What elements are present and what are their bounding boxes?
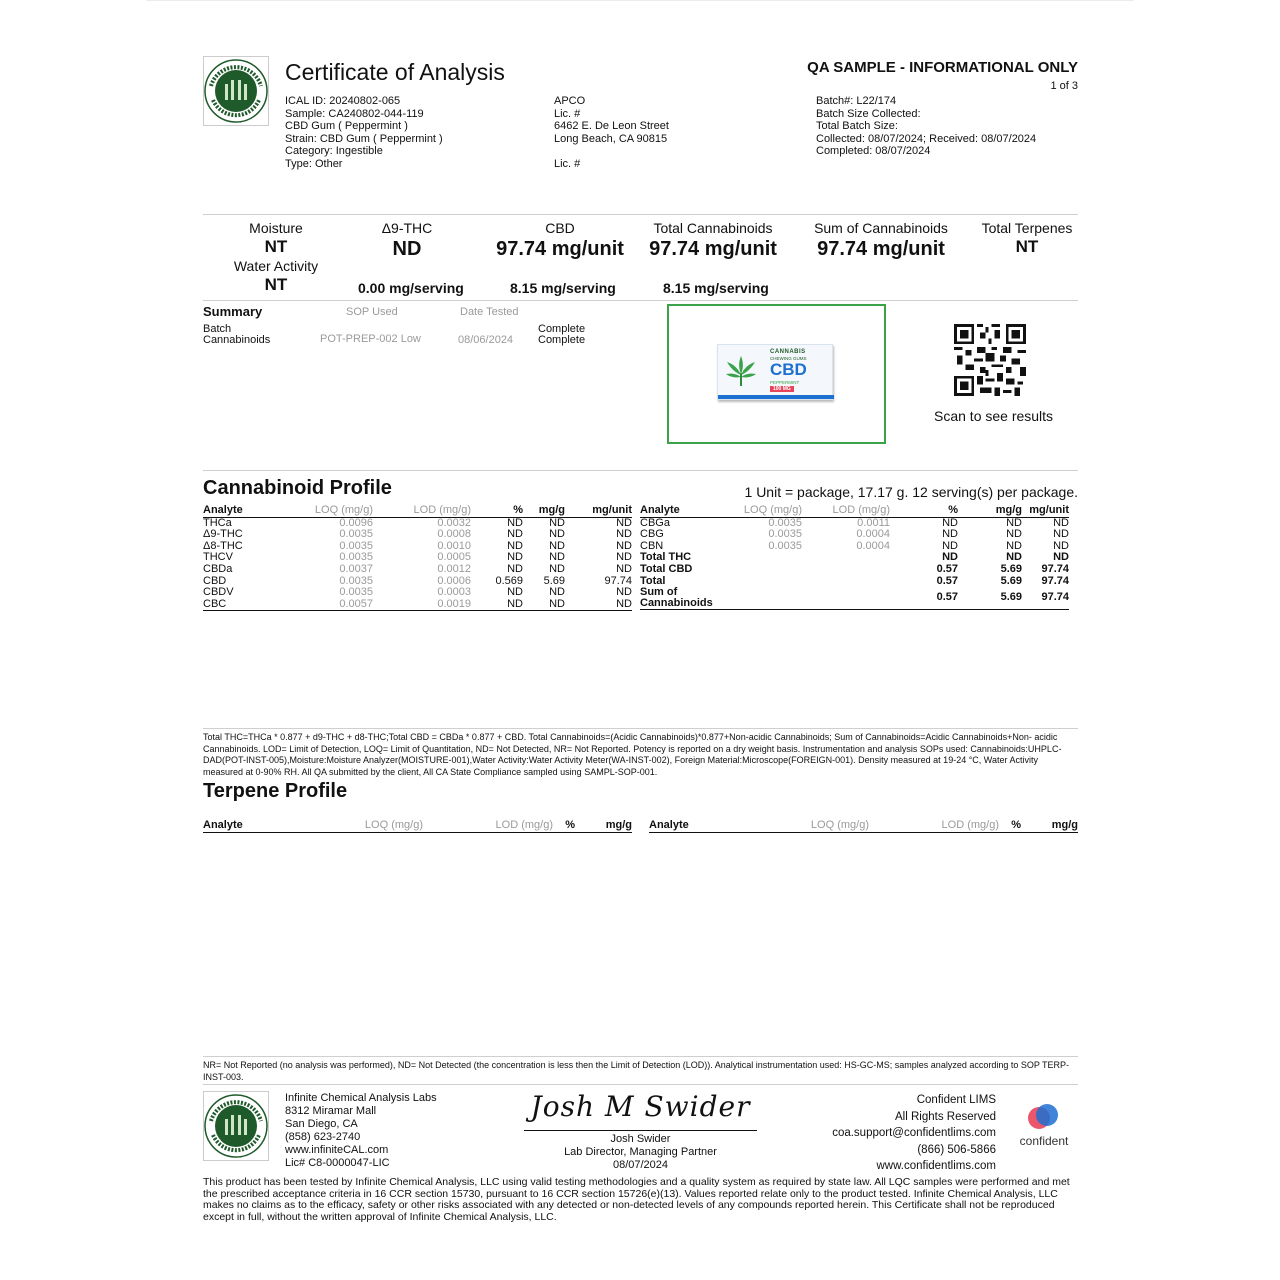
table-header-row bbox=[649, 820, 1078, 832]
cell-lod bbox=[802, 576, 890, 588]
cell-mgunit: 97.74 bbox=[604, 574, 632, 587]
cannabinoid-profile-title: Cannabinoid Profile bbox=[203, 477, 392, 499]
table-row bbox=[203, 576, 632, 588]
cell-mgg: 5.69 bbox=[543, 574, 565, 587]
cell-mgg: ND bbox=[523, 599, 565, 611]
cell-loq: 0.0035 bbox=[339, 551, 373, 564]
ical-footer-logo-icon bbox=[203, 1091, 269, 1161]
product-image-frame bbox=[667, 304, 886, 444]
metric-label: Total Terpenes bbox=[981, 220, 1073, 236]
cannabinoid-table-left bbox=[203, 505, 632, 611]
table-header-row bbox=[640, 505, 1069, 517]
col-analyte: Analyte bbox=[640, 505, 724, 517]
metric-value: ND bbox=[392, 238, 422, 260]
batch-line: Batch Size Collected: bbox=[816, 107, 921, 120]
lab-line: 8312 Miramar Mall bbox=[285, 1105, 377, 1117]
cell-pct: ND bbox=[942, 528, 958, 541]
lims-line: All Rights Reserved bbox=[895, 1110, 996, 1123]
lab-line: www.infiniteCAL.com bbox=[285, 1144, 389, 1156]
cell-lod: 0.0005 bbox=[437, 551, 471, 564]
col-mgg: mg/g bbox=[575, 820, 632, 832]
col-mgg: mg/g bbox=[1021, 820, 1078, 832]
sum-pct: 0.57 bbox=[890, 587, 958, 610]
cell-mgg: ND bbox=[549, 516, 565, 529]
cell-mgunit: ND bbox=[616, 516, 632, 529]
sample-line: Sample: CA240802-044-119 bbox=[285, 107, 424, 120]
product-package bbox=[717, 344, 833, 400]
product-flavor: PEPPERMINT bbox=[770, 380, 800, 385]
summary-sop-header: SOP Used bbox=[346, 306, 398, 318]
cell-lod: 0.0011 bbox=[857, 516, 890, 529]
metric-label: Total Cannabinoids bbox=[653, 220, 773, 236]
cell-mgunit: ND bbox=[616, 562, 632, 575]
cell-mgunit: ND bbox=[616, 528, 632, 541]
cell-lod bbox=[802, 564, 890, 576]
table-header-row bbox=[203, 820, 632, 832]
summary-date: 08/06/2024 bbox=[458, 334, 514, 346]
client-line: APCO bbox=[554, 95, 586, 107]
cell-mgunit: ND bbox=[616, 539, 632, 552]
lims-line: (866) 506-5866 bbox=[917, 1143, 996, 1156]
metric-label: Δ9-THC bbox=[381, 220, 433, 236]
col-loq: LOQ (mg/g) bbox=[724, 505, 802, 517]
cell-mgunit: ND bbox=[616, 551, 632, 564]
cell-analyte: Total CBD bbox=[640, 562, 693, 575]
signer-line: Josh Swider bbox=[610, 1133, 671, 1145]
sum-mgg: 5.69 bbox=[958, 587, 1022, 610]
table-row bbox=[203, 564, 632, 576]
sample-info bbox=[285, 95, 443, 171]
sum-row bbox=[640, 587, 1069, 610]
summary-title: Summary bbox=[203, 304, 263, 319]
qa-notice: QA SAMPLE - INFORMATIONAL ONLY bbox=[807, 59, 1078, 76]
metric-total-cannabinoids-serving: 8.15 mg/serving bbox=[663, 280, 769, 296]
disclaimer: This product has been tested by Infinite Chemical Analysis, LLC using valid testing methodologies and a quality system as required by state law. All LQC samples were performed and met the prescribed acceptance criteria in 16 CCR section 15730, pursuant to 16 CCR section 15726(e)(13). Values reported relate only to the product tested. Infinite Chemical Analysis, LLC makes no claims as to the efficacy, safety or other risks associated with any detected or non-detected levels of any compounds reported herein. This Certificate shall not be reproduced except in full, without the written approval of Infinite Chemical Analysis, LLC. bbox=[203, 1176, 1070, 1223]
col-lod: LOD (mg/g) bbox=[373, 505, 471, 517]
cell-mgunit: 97.74 bbox=[1041, 562, 1069, 575]
client-info bbox=[554, 95, 669, 171]
unit-note: 1 Unit = package, 17.17 g. 12 serving(s) per package. bbox=[744, 484, 1078, 500]
cell-lod: 0.0012 bbox=[437, 562, 471, 575]
confident-logo-text: confident bbox=[1019, 1134, 1069, 1148]
cell-mgunit: ND bbox=[1053, 551, 1069, 564]
cell-pct: ND bbox=[471, 599, 523, 611]
client-line: Long Beach, CA 90815 bbox=[554, 132, 668, 145]
batch-line: Batch#: L22/174 bbox=[816, 95, 897, 107]
col-pct: % bbox=[999, 820, 1021, 832]
sample-line: CBD Gum ( Peppermint ) bbox=[285, 120, 408, 133]
cell-mgunit: ND bbox=[1053, 539, 1069, 552]
cell-mgg: ND bbox=[1006, 528, 1022, 541]
cell-loq: 0.0035 bbox=[768, 516, 802, 529]
cell-loq bbox=[724, 576, 802, 588]
cell-analyte: Total THC bbox=[640, 551, 692, 564]
confident-logo-icon bbox=[1026, 1102, 1062, 1132]
signer-line: 08/07/2024 bbox=[612, 1159, 669, 1171]
table-row bbox=[640, 541, 1069, 553]
cell-mgunit: ND bbox=[1053, 516, 1069, 529]
divider bbox=[203, 470, 1078, 471]
col-pct: % bbox=[890, 505, 958, 517]
sum-mgunit: 97.74 bbox=[1022, 587, 1069, 610]
metric-label: Sum of Cannabinoids bbox=[814, 220, 948, 236]
summary-status: Complete bbox=[538, 334, 586, 346]
cell-analyte: CBDV bbox=[203, 586, 234, 599]
signer-info bbox=[524, 1133, 757, 1172]
product-brand-sub: CHEWING GUMS bbox=[770, 356, 807, 361]
metric-d9thc bbox=[347, 219, 467, 261]
metric-cbd-serving: 8.15 mg/serving bbox=[510, 280, 616, 296]
cell-pct: ND bbox=[942, 516, 958, 529]
lab-address bbox=[285, 1092, 437, 1170]
cell-mgg: ND bbox=[1006, 539, 1022, 552]
cell-lod: 0.0004 bbox=[856, 539, 890, 552]
metric-moisture bbox=[216, 219, 336, 295]
col-mgunit: mg/unit bbox=[565, 505, 632, 517]
lab-line: (858) 623-2740 bbox=[285, 1131, 361, 1143]
cell-pct: ND bbox=[942, 551, 958, 564]
summary-row: Cannabinoids bbox=[203, 334, 271, 346]
client-line bbox=[554, 145, 669, 158]
lab-line: Lic# C8-0000047-LIC bbox=[285, 1157, 390, 1169]
cell-mgg: 5.69 bbox=[1000, 574, 1022, 587]
divider bbox=[203, 1056, 1078, 1057]
cell-mgg: 5.69 bbox=[1000, 562, 1022, 575]
table-header-row bbox=[203, 505, 632, 517]
cell-pct: ND bbox=[507, 586, 523, 599]
cell-loq: 0.0096 bbox=[339, 516, 373, 529]
table-row bbox=[640, 564, 1069, 576]
cell-lod: 0.0019 bbox=[373, 599, 471, 611]
lab-line: San Diego, CA bbox=[285, 1118, 358, 1130]
summary-sop: POT-PREP-002 Low bbox=[320, 333, 421, 345]
client-line: Lic. # bbox=[554, 157, 581, 170]
sum-label-line: Cannabinoids bbox=[640, 597, 713, 610]
cell-mgg: ND bbox=[549, 551, 565, 564]
col-analyte: Analyte bbox=[203, 505, 293, 517]
batch-line: Completed: 08/07/2024 bbox=[816, 145, 931, 158]
sample-line: Type: Other bbox=[285, 157, 343, 170]
metric-label: Water Activity bbox=[233, 258, 319, 274]
sample-line: ICAL ID: 20240802-065 bbox=[285, 95, 401, 107]
col-mgg: mg/g bbox=[523, 505, 565, 517]
cell-loq: 0.0035 bbox=[339, 586, 373, 599]
cell-lod: 0.0006 bbox=[437, 574, 471, 587]
cell-loq: 0.0035 bbox=[339, 574, 373, 587]
qr-caption: Scan to see results bbox=[934, 408, 1054, 424]
cell-analyte: CBC bbox=[203, 599, 293, 611]
batch-line: Collected: 08/07/2024; Received: 08/07/2024 bbox=[816, 132, 1037, 145]
sample-line: Category: Ingestible bbox=[285, 145, 383, 158]
cell-analyte: Δ8-THC bbox=[203, 539, 243, 552]
cell-pct: ND bbox=[507, 539, 523, 552]
terpene-profile-title: Terpene Profile bbox=[203, 780, 348, 802]
col-analyte: Analyte bbox=[649, 820, 799, 832]
cell-mgg: ND bbox=[1006, 551, 1022, 564]
client-line: Lic. # bbox=[554, 107, 581, 120]
cell-loq: 0.0035 bbox=[339, 528, 373, 541]
cell-analyte: CBGa bbox=[640, 516, 670, 529]
cell-analyte: THCV bbox=[203, 551, 233, 564]
cell-mgunit: ND bbox=[1053, 528, 1069, 541]
cell-loq: 0.0035 bbox=[768, 528, 802, 541]
cell-loq: 0.0035 bbox=[339, 539, 373, 552]
metric-d9thc-serving: 0.00 mg/serving bbox=[358, 280, 464, 296]
terpene-footnote: NR= Not Reported (no analysis was performed), ND= Not Detected (the concentration is less then the Limit of Detection (LOD)). Analytical instrumentation used: HS-GC-MS; samples analyzed according to SOP TERP-INST-003. bbox=[203, 1060, 1070, 1082]
summary-date-header: Date Tested bbox=[460, 306, 519, 318]
metric-total-cannabinoids bbox=[640, 219, 786, 261]
cell-analyte: CBN bbox=[640, 539, 664, 552]
sample-line: Strain: CBD Gum ( Peppermint ) bbox=[285, 132, 443, 145]
metric-sum-cannabinoids bbox=[806, 219, 956, 261]
cell-mgunit: 97.74 bbox=[1041, 574, 1069, 587]
cell-loq: 0.0057 bbox=[293, 599, 373, 611]
metric-total-terpenes bbox=[972, 219, 1082, 257]
cell-lod bbox=[802, 552, 890, 564]
cell-pct: 0.569 bbox=[495, 574, 523, 587]
sum-label-line: Sum of bbox=[640, 586, 678, 599]
terpene-table-left bbox=[203, 820, 632, 833]
metric-cbd bbox=[487, 219, 633, 261]
cell-lod: 0.0008 bbox=[437, 528, 471, 541]
cell-lod: 0.0004 bbox=[856, 528, 890, 541]
metric-value: 97.74 mg/unit bbox=[496, 238, 624, 260]
client-line: 6462 E. De Leon Street bbox=[554, 120, 669, 133]
divider bbox=[203, 728, 1078, 729]
cell-mgunit: ND bbox=[616, 586, 632, 599]
col-loq: LOQ (mg/g) bbox=[799, 820, 869, 832]
cell-pct: ND bbox=[507, 551, 523, 564]
qr-code-icon bbox=[954, 324, 1026, 396]
table-row bbox=[203, 587, 632, 599]
cell-lod: 0.0010 bbox=[437, 539, 471, 552]
col-lod: LOD (mg/g) bbox=[869, 820, 999, 832]
table-row bbox=[640, 529, 1069, 541]
cannabinoid-footnote: Total THC=THCa * 0.877 + d9-THC + d8-THC;Total CBD = CBDa * 0.877 + CBD. Total Cannabinoids=(Acidic Cannabinoids)*0.877+Non-acidic Cannabinoids; Sum of Cannabinoids=Acidic Cannabinoids+Non- acidic Cannabinoids. LOD= Limit of Detection, LOQ= Limit of Quantitation, ND= Not Detected, NR= Not Reported. Potency is reported on a dry weight basis. Instrumentation and analysis SOPs used: Cannabinoids:UHPLC-DAD(POT-INST-005),Moisture:Moisture Analyzer(MOISTURE-001),Water Activity:Water Activity Meter(WA-INST-002), Foreign Material:Microscope(FOREIGN-001). Density measured at 19-24 °C, Water Activity measured at 0-90% RH. All QA submitted by the client, All CA State Compliance sampled using SAMPL-SOP-001. bbox=[203, 732, 1062, 777]
cannabis-leaf-icon bbox=[724, 355, 758, 389]
summary-status: Complete bbox=[538, 323, 586, 335]
col-lod: LOD (mg/g) bbox=[423, 820, 553, 832]
cell-pct: ND bbox=[507, 528, 523, 541]
cell-mgunit: ND bbox=[565, 599, 632, 611]
batch-info bbox=[816, 95, 1036, 158]
col-loq: LOQ (mg/g) bbox=[293, 505, 373, 517]
product-strength: 100 MG bbox=[770, 386, 794, 392]
product-brand-small: CANNABIS bbox=[770, 349, 806, 355]
cell-loq: 0.0037 bbox=[339, 562, 373, 575]
cell-pct: 0.57 bbox=[936, 574, 958, 587]
product-stripe bbox=[718, 395, 834, 399]
batch-line: Total Batch Size: bbox=[816, 120, 898, 133]
cell-loq: 0.0035 bbox=[768, 539, 802, 552]
col-mgunit: mg/unit bbox=[1022, 505, 1069, 517]
lims-line: coa.support@confidentlims.com bbox=[832, 1127, 996, 1139]
col-pct: % bbox=[471, 505, 523, 517]
cell-mgg: ND bbox=[1006, 516, 1022, 529]
metric-value: NT bbox=[1015, 237, 1039, 256]
table-row bbox=[203, 599, 632, 611]
col-mgg: mg/g bbox=[958, 505, 1022, 517]
cell-analyte: Total bbox=[640, 574, 666, 587]
cell-mgg: ND bbox=[549, 562, 565, 575]
divider bbox=[203, 1084, 1078, 1085]
cell-pct: ND bbox=[507, 562, 523, 575]
sum-label bbox=[640, 587, 724, 610]
cell-lod: 0.0003 bbox=[437, 586, 471, 599]
col-loq: LOQ (mg/g) bbox=[353, 820, 423, 832]
signer-line: Lab Director, Managing Partner bbox=[564, 1146, 717, 1158]
table-row bbox=[640, 517, 1069, 529]
cell-analyte: CBG bbox=[640, 528, 664, 541]
lims-line: www.confidentlims.com bbox=[876, 1160, 996, 1172]
page-number: 1 of 3 bbox=[1050, 80, 1078, 92]
summary-row: Batch bbox=[203, 323, 232, 335]
col-lod: LOD (mg/g) bbox=[802, 505, 890, 517]
divider bbox=[203, 214, 1078, 215]
col-pct: % bbox=[553, 820, 575, 832]
metric-label: CBD bbox=[545, 220, 575, 236]
metric-value: NT bbox=[264, 275, 288, 294]
lab-line: Infinite Chemical Analysis Labs bbox=[285, 1092, 437, 1104]
cell-pct: 0.57 bbox=[936, 562, 958, 575]
cell-mgg: ND bbox=[549, 586, 565, 599]
table-row bbox=[203, 541, 632, 553]
metric-value: NT bbox=[264, 237, 288, 256]
cell-analyte: Δ9-THC bbox=[203, 528, 243, 541]
cell-loq bbox=[724, 552, 802, 564]
cell-analyte: CBD bbox=[203, 574, 227, 587]
cell-mgg: ND bbox=[549, 539, 565, 552]
divider bbox=[203, 300, 1078, 301]
metric-value: 97.74 mg/unit bbox=[817, 238, 945, 260]
metric-value: 97.74 mg/unit bbox=[649, 238, 777, 260]
cell-mgg: ND bbox=[549, 528, 565, 541]
cell-lod: 0.0032 bbox=[437, 516, 471, 529]
lims-info bbox=[800, 1092, 996, 1175]
lims-line: Confident LIMS bbox=[916, 1094, 996, 1106]
signature-line bbox=[524, 1130, 757, 1131]
signature: Josh M Swider bbox=[530, 1090, 751, 1123]
table-row bbox=[640, 576, 1069, 588]
table-row bbox=[203, 552, 632, 564]
cell-loq bbox=[724, 564, 802, 576]
table-row bbox=[203, 529, 632, 541]
cannabinoid-table-right bbox=[640, 505, 1069, 610]
ical-logo-icon bbox=[203, 56, 269, 126]
col-analyte: Analyte bbox=[203, 820, 353, 832]
page-title: Certificate of Analysis bbox=[285, 59, 505, 85]
cell-analyte: CBDa bbox=[203, 562, 233, 575]
metric-label: Moisture bbox=[249, 220, 303, 236]
terpene-table-right bbox=[649, 820, 1078, 833]
product-brand-big: CBD bbox=[770, 360, 807, 379]
cell-pct: ND bbox=[942, 539, 958, 552]
page-top-edge bbox=[146, 0, 1134, 1]
cell-pct: ND bbox=[507, 516, 523, 529]
table-row bbox=[203, 517, 632, 529]
cell-analyte: THCa bbox=[203, 516, 232, 529]
